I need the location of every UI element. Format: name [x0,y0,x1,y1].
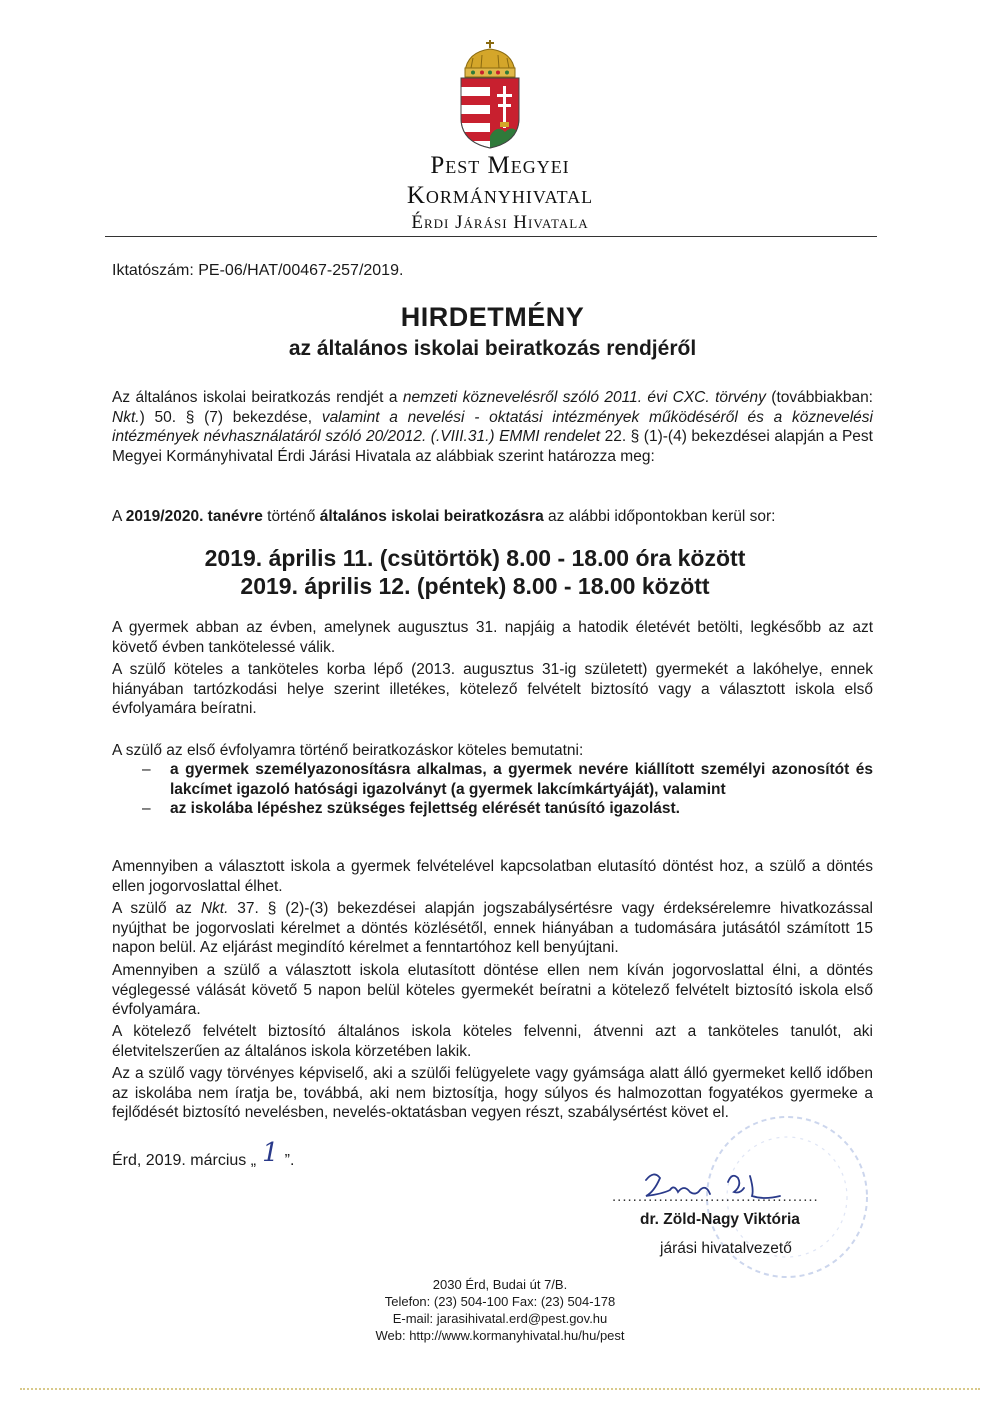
intro-text: ) 50. § (7) bekezdése, [139,408,322,426]
document-subtitle: az általános iskolai beiratkozás rendjéről [288,337,697,360]
signer-name: dr. Zöld-Nagy Viktória [640,1211,800,1228]
list-item [112,799,873,819]
required-documents-list [112,760,873,819]
schedule-text: A [112,508,126,525]
date-suffix: ”. [284,1152,295,1169]
office-name-line3: Érdi Járási Hivatala [411,212,589,233]
document-title: HIRDETMÉNY [400,302,585,332]
paragraph-mandatory-admission: A kötelező felvételt biztosító általános iskola köteles felvenni, átvenni azt a tanköteles tanulót, aki életvitelszerűen az általános iskola körzetében lakik. [112,1023,873,1060]
law-abbreviation: Nkt. [200,900,229,917]
footer-phone: Telefon: (23) 504-100 Fax: (23) 504-178 [384,1294,616,1309]
shield-icon [461,78,519,148]
office-name-line1: Pest Megyei [430,152,570,179]
office-name-line2: Kormányhivatal [406,182,594,209]
date-day-handwritten: 1 [262,1138,279,1168]
list-item [112,760,873,799]
footer-web: Web: http://www.kormanyhivatal.hu/hu/pest [375,1328,625,1343]
paragraph-no-appeal: Amennyiben a szülő a választott iskola elutasított döntése ellen nem kíván jogorvoslattal élni, a döntés véglegessé válását követő 5 napon belül köteles gyermekét beíratni a kötelező felvételt biztosító iskola első évfolyamára. [112,962,873,1018]
school-year: 2019/2020. tanévre [125,508,263,525]
law-reference: nemzeti köznevelésről szóló 2011. évi CXC. törvény [402,389,766,406]
footer-contact [0,1276,1000,1344]
list-item-text: a gyermek személyazonosításra alkalmas, a gyermek nevére kiállított személyi azonosítót és lakcímet igazoló hatósági igazolványt (a gyermek lakcímkártyáját), valamint [170,761,873,798]
intro-paragraph [112,388,873,466]
paragraph-legal-remedy [112,899,873,958]
signer-role: járási hivatalvezető [660,1240,792,1257]
schedule-text: az alábbi időpontokban kerül sor: [543,508,776,525]
paragraph-parent-duty: A szülő köteles a tanköteles korba lépő (2013. augusztus 31-ig született) gyermekét a lakóhelye, ennek hiányában tartózkodási helye szerint illetékes, kötelező felvételt biztosító vagy a választott iskola első évfolyamára beíratni. [112,661,873,717]
bullet-dash: – [142,761,151,778]
date-prefix: Érd, 2019. március „ [112,1152,257,1169]
paragraph-documents-intro: A szülő az első évfolyamra történő beiratkozáskor köteles bemutatni: [112,742,584,759]
enrollment-label: általános iskolai beiratkozásra [319,508,544,525]
law-abbreviation: Nkt. [112,408,140,426]
paragraph-school-age: A gyermek abban az évben, amelynek augusztus 31. napjáig a hatodik életévét betölti, legkésőbb az azt követő évben tankötelessé válik. [112,619,873,656]
reference-number: Iktatószám: PE-06/HAT/00467-257/2019. [112,262,404,279]
remedy-text: 37. § (2)-(3) bekezdései alapján jogszabálysértésre vagy érdeksérelemre hivatkozással nyújthat be jogorvoslati kérelmet a döntés közlésétől, ennek hiányában a tudomására jutásától számított 15 napon belül. Az eljárást megindító kérelmet a fenntartóhoz kell benyújtani. [112,900,873,956]
schedule-intro-paragraph [112,507,873,527]
list-item-text: az iskolába lépéshez szükséges fejlettség elérését tanúsító igazolást. [170,800,680,817]
header-divider [105,236,877,237]
intro-text: (továbbiakban: [765,389,873,406]
intro-text: Az általános iskolai beiratkozás rendjét a [112,389,403,406]
page-bottom-divider [20,1388,980,1390]
footer-address: 2030 Érd, Budai út 7/B. [432,1277,568,1292]
coat-of-arms-icon [455,38,525,150]
signature-line: ........................................ [612,1188,819,1205]
bullet-dash: – [142,800,151,817]
paragraph-violation: Az a szülő vagy törvényes képviselő, aki a szülői felügyelete vagy gyámsága alatt álló gyermeket kellő időben az iskolába nem íratja be, továbbá, aki nem biztosítja, hogy súlyos és halmozottan fogyatékos gyermeke a fejlődését biztosító nevelésben, nevelés-oktatásban vegyen részt, szabálysértést követ el. [112,1065,873,1121]
enrollment-date-1: 2019. április 11. (csütörtök) 8.00 - 18.00 óra között [204,545,746,571]
paragraph-appeal: Amennyiben a választott iskola a gyermek felvételével kapcsolatban elutasító döntést hoz, a szülő a döntés ellen jogorvoslattal élhet. [112,858,873,895]
intro-text: 22. § (1)-(4) bekezdései alapján a Pest Megyei Kormányhivatal Érdi Járási Hivatala az alábbiak szerint határozza meg: [112,428,873,465]
signing-date [112,1138,295,1172]
schedule-text: történő [262,508,320,525]
decree-reference: valamint a nevelési - oktatási intézmények működéséről és a köznevelési intézmények névhasználatáról szóló 20/2012. (.VIII.31.) EMMI rendelet [112,408,873,445]
remedy-text: A szülő az [112,900,201,917]
footer-email: E-mail: jarasihivatal.erd@pest.gov.hu [392,1311,608,1326]
enrollment-date-2: 2019. április 12. (péntek) 8.00 - 18.00 között [240,573,710,599]
crown-icon [465,40,515,77]
